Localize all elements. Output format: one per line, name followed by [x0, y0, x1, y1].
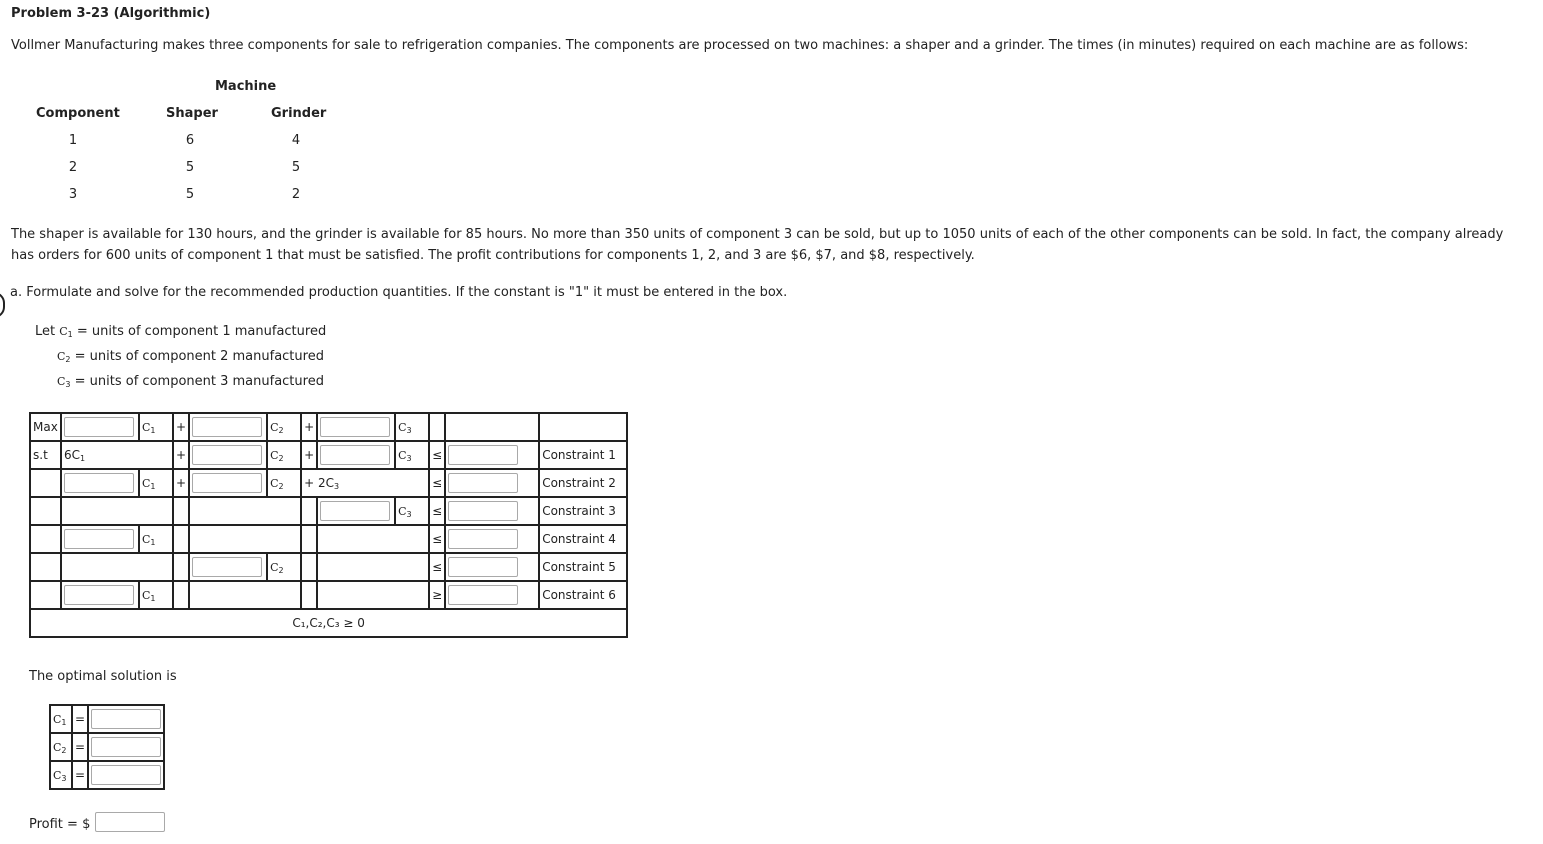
row3-component: 3 — [68, 187, 78, 202]
empty-cell — [173, 497, 189, 525]
empty-cell — [61, 553, 173, 581]
row2-grinder: 5 — [291, 160, 301, 175]
var-c1: C — [142, 588, 151, 602]
solution-var-c1: $C_1$ — [50, 705, 72, 733]
obj-c2-coef-input[interactable] — [192, 417, 262, 437]
fixed-6c1: $6C_1$ — [61, 441, 173, 469]
var-c1: C — [142, 420, 151, 434]
sub-3: 3 — [406, 425, 412, 435]
c3-c3-coef-input[interactable] — [320, 501, 390, 521]
var-c2: C — [270, 448, 279, 462]
row1-shaper: 6 — [185, 133, 195, 148]
c1-rhs-input[interactable] — [448, 445, 518, 465]
empty-cell — [189, 497, 301, 525]
intro-text: Vollmer Manufacturing makes three components for sale to refrigeration companies. The components are processed on two machines: a shaper and a grinder. The times (in minutes) required on each machine are as follows: — [11, 38, 1469, 53]
le-sign: ≤ — [429, 441, 445, 469]
definition-c3: $C_3$ = units of component 3 manufactured — [57, 374, 324, 389]
part-a-text: a. Formulate and solve for the recommended production quantities. If the constant is "1" it must be entered in the box. — [10, 285, 788, 300]
row1-grinder: 4 — [291, 133, 301, 148]
empty-cell — [189, 525, 301, 553]
sub-1: 1 — [150, 481, 156, 491]
solution-c2-input[interactable] — [91, 737, 161, 757]
profit-label: Profit = $ — [29, 817, 91, 832]
row2-shaper: 5 — [185, 160, 195, 175]
sub-2: 2 — [278, 481, 284, 491]
lp-formulation-table — [29, 412, 628, 638]
obj-c1-coef-input[interactable] — [64, 417, 134, 437]
var-c1: C — [142, 476, 151, 490]
constraint-label-6: Constraint 6 — [539, 581, 627, 609]
c4-rhs-input[interactable] — [448, 529, 518, 549]
details-text: The shaper is available for 130 hours, and the grinder is available for 85 hours. No more than 350 units of component 3 can be sold, but up to 1050 units of each of the other components can be sold. In fact, the company already has orders for 600 units of component 1 that must be satisfied. The profit contributions for components 1, 2, and 3 are $6, $7, and $8, respectively. — [11, 227, 1504, 263]
constraint-row-6 — [30, 581, 627, 609]
empty-cell — [61, 497, 173, 525]
nonnegativity-text: C₁,C₂,C₃ ≥ 0 — [30, 609, 627, 637]
equals-sign: = — [72, 705, 88, 733]
var-c2: C — [270, 476, 279, 490]
c5-c2-coef-input[interactable] — [192, 557, 262, 577]
c4-c1-coef-input[interactable] — [64, 529, 134, 549]
sub-2: 2 — [278, 565, 284, 575]
constraint-row-4 — [30, 525, 627, 553]
constraint-row-1 — [30, 441, 627, 469]
nonnegativity-row — [30, 609, 627, 637]
profit-input[interactable] — [95, 812, 165, 832]
plus-2c3: + $2C_3$ — [301, 469, 429, 497]
component-header: Component — [36, 106, 120, 121]
optimal-solution-label: The optimal solution is — [29, 669, 177, 684]
grinder-header: Grinder — [271, 106, 327, 121]
problem-title: Problem 3-23 (Algorithmic) — [11, 6, 211, 21]
solution-table — [49, 704, 165, 790]
empty-cell — [301, 581, 317, 609]
equals-sign: = — [72, 761, 88, 789]
row2-component: 2 — [68, 160, 78, 175]
empty-cell — [445, 413, 539, 441]
sub-1: 1 — [150, 425, 156, 435]
le-sign: ≤ — [429, 469, 445, 497]
sub-2: 2 — [278, 425, 284, 435]
var-c3: C — [398, 448, 407, 462]
c5-rhs-input[interactable] — [448, 557, 518, 577]
le-sign: ≤ — [429, 497, 445, 525]
empty-cell — [30, 525, 61, 553]
var-c3: C — [398, 420, 407, 434]
empty-cell — [301, 553, 317, 581]
objective-row — [30, 413, 627, 441]
empty-cell — [30, 497, 61, 525]
empty-cell — [317, 553, 429, 581]
empty-cell — [539, 413, 627, 441]
c1-c3-coef-input[interactable] — [320, 445, 390, 465]
constraint-label-1: Constraint 1 — [539, 441, 627, 469]
sub-3: 3 — [406, 453, 412, 463]
max-label: Max — [30, 413, 61, 441]
empty-cell — [429, 413, 445, 441]
st-label: s.t — [30, 441, 61, 469]
row3-grinder: 2 — [291, 187, 301, 202]
empty-cell — [173, 553, 189, 581]
c3-rhs-input[interactable] — [448, 501, 518, 521]
empty-cell — [30, 553, 61, 581]
constraint-label-3: Constraint 3 — [539, 497, 627, 525]
scroll-marker — [0, 292, 5, 318]
constraint-row-3 — [30, 497, 627, 525]
constraint-label-4: Constraint 4 — [539, 525, 627, 553]
c6-rhs-input[interactable] — [448, 585, 518, 605]
solution-var-c3: $C_3$ — [50, 761, 72, 789]
empty-cell — [173, 525, 189, 553]
row3-shaper: 5 — [185, 187, 195, 202]
empty-cell — [301, 525, 317, 553]
solution-row-c3 — [50, 761, 164, 789]
machine-header: Machine — [215, 79, 277, 94]
ge-sign: ≥ — [429, 581, 445, 609]
empty-cell — [317, 581, 429, 609]
empty-cell — [30, 469, 61, 497]
c2-c2-coef-input[interactable] — [192, 473, 262, 493]
c6-c1-coef-input[interactable] — [64, 585, 134, 605]
c2-rhs-input[interactable] — [448, 473, 518, 493]
obj-c3-coef-input[interactable] — [320, 417, 390, 437]
sub-1: 1 — [150, 537, 156, 547]
shaper-header: Shaper — [166, 106, 218, 121]
sub-1: 1 — [150, 593, 156, 603]
plus-sign: + — [173, 441, 189, 469]
empty-cell — [30, 581, 61, 609]
empty-cell — [301, 497, 317, 525]
constraint-row-2 — [30, 469, 627, 497]
plus-sign: + — [301, 413, 317, 441]
constraint-label-5: Constraint 5 — [539, 553, 627, 581]
solution-var-c2: $C_2$ — [50, 733, 72, 761]
var-c2: C — [270, 420, 279, 434]
constraint-label-2: Constraint 2 — [539, 469, 627, 497]
var-c2: C — [270, 560, 279, 574]
c2-c1-coef-input[interactable] — [64, 473, 134, 493]
solution-c1-input[interactable] — [91, 709, 161, 729]
equals-sign: = — [72, 733, 88, 761]
plus-sign: + — [173, 469, 189, 497]
var-c1: C — [142, 532, 151, 546]
solution-row-c1 — [50, 705, 164, 733]
empty-cell — [317, 525, 429, 553]
solution-row-c2 — [50, 733, 164, 761]
empty-cell — [173, 581, 189, 609]
constraint-row-5 — [30, 553, 627, 581]
row1-component: 1 — [68, 133, 78, 148]
var-c3: C — [398, 504, 407, 518]
definition-c1: Let $C_1$ = units of component 1 manufactured — [35, 324, 327, 339]
plus-sign: + — [173, 413, 189, 441]
c1-c2-coef-input[interactable] — [192, 445, 262, 465]
plus-sign: + — [301, 441, 317, 469]
definition-c2: $C_2$ = units of component 2 manufactured — [57, 349, 324, 364]
le-sign: ≤ — [429, 525, 445, 553]
empty-cell — [189, 581, 301, 609]
sub-3: 3 — [406, 509, 412, 519]
solution-c3-input[interactable] — [91, 765, 161, 785]
sub-2: 2 — [278, 453, 284, 463]
le-sign: ≤ — [429, 553, 445, 581]
